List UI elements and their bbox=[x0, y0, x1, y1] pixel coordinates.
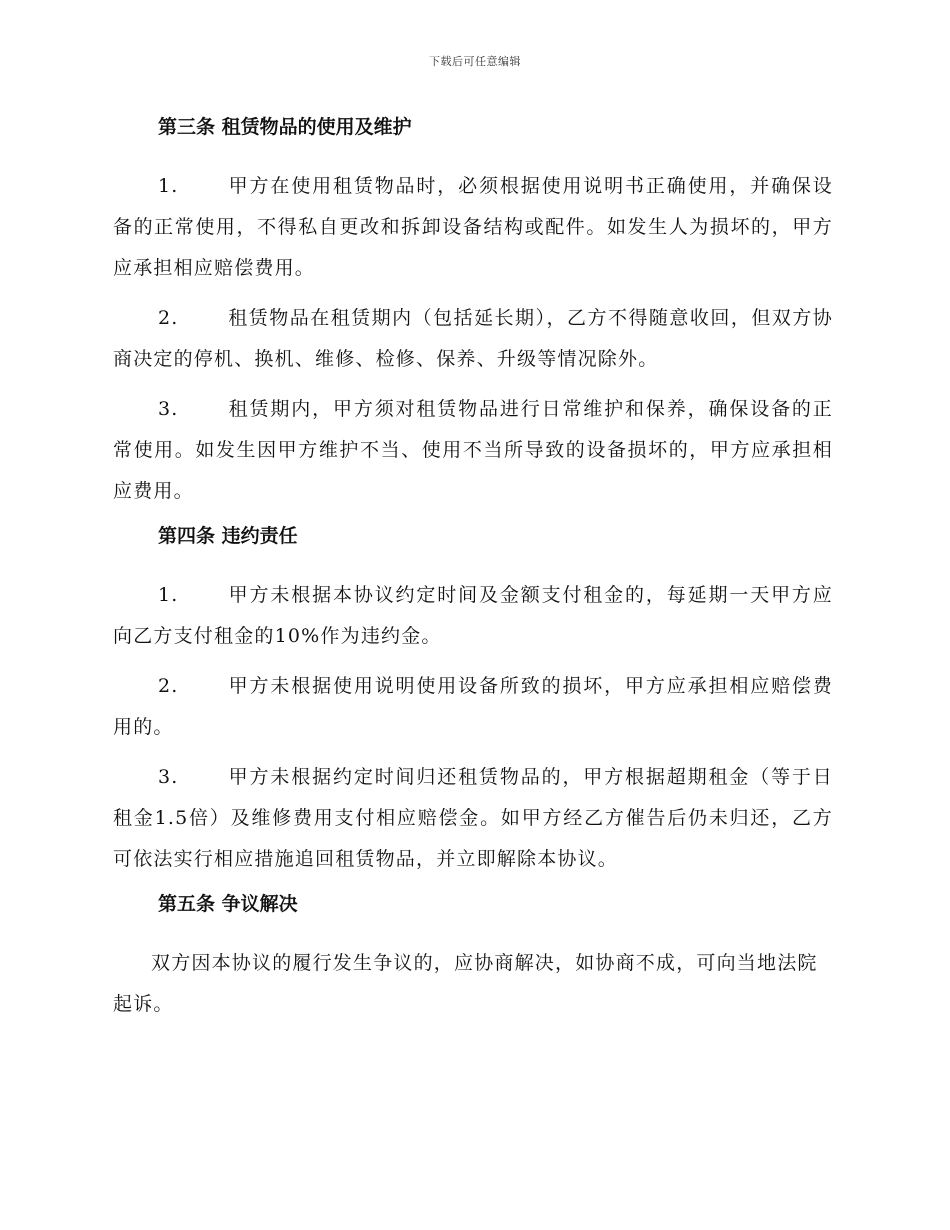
clause-text: 租赁物品在租赁期内（包括延长期），乙方不得随意收回，但双方协商决定的停机、换机、维修、检修、保养、升级等情况除外。 bbox=[113, 307, 833, 370]
dispute-paragraph: 双方因本协议的履行发生争议的，应协商解决，如协商不成，可向当地法院起诉。 bbox=[113, 952, 818, 1015]
clause-item bbox=[113, 575, 833, 657]
section-heading-4: 第四条 违约责任 bbox=[158, 525, 298, 547]
clause-item bbox=[113, 389, 833, 512]
clause-number: 1. bbox=[158, 175, 179, 197]
page-header: 下载后可任意编辑 bbox=[429, 55, 521, 68]
clause-number: 2. bbox=[158, 675, 179, 697]
clause-item bbox=[113, 757, 833, 880]
clause-item bbox=[113, 298, 833, 380]
clause-number: 3. bbox=[158, 398, 179, 420]
document-body bbox=[113, 112, 833, 1025]
clause-text: 甲方未根据使用说明使用设备所致的损坏，甲方应承担相应赔偿费用的。 bbox=[113, 675, 833, 738]
clause-number: 2. bbox=[158, 307, 179, 329]
clause-text: 租赁期内，甲方须对租赁物品进行日常维护和保养，确保设备的正常使用。如发生因甲方维护不当、使用不当所导致的设备损坏的，甲方应承担相应费用。 bbox=[113, 398, 833, 502]
clause-text: 甲方未根据约定时间归还租赁物品的，甲方根据超期租金（等于日租金1.5倍）及维修费用支付相应赔偿金。如甲方经乙方催告后仍未归还，乙方可依法实行相应措施追回租赁物品，并立即解除本协议。 bbox=[113, 766, 833, 870]
clause-number: 1. bbox=[158, 584, 179, 606]
clause-item bbox=[113, 166, 833, 289]
section-heading-3: 第三条 租赁物品的使用及维护 bbox=[158, 116, 412, 138]
clause-item bbox=[113, 666, 833, 748]
clause-text: 甲方未根据本协议约定时间及金额支付租金的，每延期一天甲方应向乙方支付租金的10%作为违约金。 bbox=[113, 584, 833, 647]
clause-number: 3. bbox=[158, 766, 179, 788]
clause-text: 甲方在使用租赁物品时，必须根据使用说明书正确使用，并确保设备的正常使用，不得私自更改和拆卸设备结构或配件。如发生人为损坏的，甲方应承担相应赔偿费用。 bbox=[113, 175, 833, 279]
section-heading-5: 第五条 争议解决 bbox=[158, 893, 298, 915]
